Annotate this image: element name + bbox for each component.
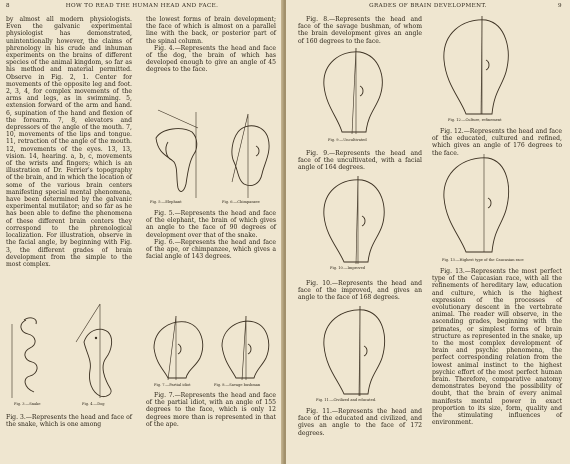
caption-fig9: Fig. 9.—Uncultivated — [328, 138, 367, 142]
right-column-1-lower — [298, 280, 422, 302]
right-column-1-top — [298, 16, 422, 45]
left-column-2-mid — [146, 210, 276, 260]
body-text: Fig. 8.—Represents the head and face of the savage bushman, of whom the brain development gives an angle of 160 degrees to the face. — [298, 16, 422, 45]
right-page — [286, 0, 570, 464]
caption-fig12: Fig. 12.—Culture, refinement — [448, 118, 502, 122]
head-profile-figure — [316, 304, 392, 398]
running-head-title: HOW TO READ THE HUMAN HEAD AND FACE. — [65, 3, 219, 9]
body-text: Fig. 10.—Represents the head and face of the improved, and gives an angle to the face of 168 degrees. — [298, 280, 422, 302]
body-text: Fig. 12.—Represents the head and face of the educated, cultured and refined, which gives an angle of 176 degrees to the face. — [432, 128, 562, 157]
body-text: Fig. 6.—Represents the head and face of the ape, or chimpanzee, which gives a facial angle of 143 degrees. — [146, 238, 276, 261]
caption-fig13: Fig. 13.—Highest type of the Caucasian race — [442, 258, 524, 262]
right-column-1-mid — [298, 150, 422, 172]
head-profile-figure — [212, 314, 278, 382]
elephant-figure — [148, 108, 210, 200]
body-text: by almost all modern physiologists. Even the galvanic experimental physiologist has demonstrated, unintentionally however, the claims of phrenology in his crude and inhuman experiments on the brains of different species of the animal kingdom, so far as his method and material permitted. Observe in Fig. 2, 1. Center for movements of the opposite leg and foot. 2, 3, 4, for complex movements of the arms and legs, as in swimming. 5, extension forward of the arm and hand. 6, supination of the hand and flexion of the forearm. 7, 8, elevators and depressors of the angle of the mouth. 7, 10, movements of the lips and tongue. 11, retraction of the angle of the mouth. 12, movements of the eyes. 13, 13, vision. 14, hearing. a, b, c, movements of the wrists and fingers; which is an illustration of Dr. Ferrier's topography of the brain, and in which the location of some of the various brain centers manifesting special mental phenomena, have been determined by the galvanic experimental mutilator; and so far as he has been able to define the phenomena of these different brain centers they correspond to the phrenological localization. For illustration, observe in the facial angle, by beginning with Fig. 3, the different grades of brain development from the simple to the most complex. — [6, 16, 132, 268]
head-profile-figure — [436, 152, 516, 256]
snake-figure — [8, 314, 68, 400]
body-text: Fig. 7.—Represents the head and face of the partial idiot, with an angle of 155 degrees to the face, which is only 12 degrees more than is represented in that of the ape. — [146, 392, 276, 428]
body-text: Fig. 3.—Represents the head and face of the snake, which is one among — [6, 414, 132, 429]
body-text: Fig. 5.—Represents the head and face of the elephant, the brain of which gives an angle to the face of 90 degrees of development over that of the snake. — [146, 210, 276, 239]
body-text: Fig. 13.—Represents the most perfect type of the Caucasian race, with all the refinements of hereditary law, education and culture, which is the highest expression of the processes of evolutionary descent in the vertebrate animal. The reader will observe, in the ascending grades, beginning with the primates, or simplest forms of brain structure as represented in the snake, up to the most complex development of brain and psychic phenomena, the perfect corresponding relation from the lowest animal instinct to the highest psychic effort of the most perfect human brain. Therefore, comparative anatomy demonstrates beyond the possibility of doubt, that the brain of every animal manifests mental power in exact proportion to its size, form, quality and the stimulating influences of environment. — [432, 268, 562, 427]
chimpanzee-figure — [214, 112, 276, 200]
head-profile-figure — [146, 314, 212, 382]
caption-fig3: Fig. 3.—Snake — [14, 402, 41, 406]
page-number: 8 — [6, 3, 10, 9]
head-profile-figure — [316, 174, 392, 266]
body-text: Fig. 4.—Represents the head and face of the dog, the brain of which has developed enough to give an angle of 45 degrees to the face. — [146, 44, 276, 74]
page-number: 9 — [558, 3, 562, 9]
caption-fig6: Fig. 6.—Chimpanzee — [222, 200, 260, 204]
left-column-2-top — [146, 16, 276, 74]
head-profile-figure — [316, 46, 392, 136]
caption-fig7: Fig. 7.—Partial idiot — [154, 383, 191, 387]
left-column-1-bottom — [6, 414, 132, 428]
caption-fig8: Fig. 8.—Savage bushman — [214, 383, 261, 387]
head-profile-figure — [436, 14, 516, 118]
body-text: Fig. 11.—Represents the head and face of the educated and civilized, and gives an angle to the face of 172 degrees. — [298, 408, 422, 437]
body-text: the lowest forms of brain development; the face of which is almost on a parallel line with the back, or posterior part of the spinal column. — [146, 16, 276, 45]
body-text: Fig. 9.—Represents the head and face of the uncultivated, with a facial angle of 164 degrees. — [298, 150, 422, 172]
running-head-left — [0, 3, 284, 15]
right-column-2-bottom — [432, 268, 562, 426]
caption-fig5: Fig. 5.—Elephant — [150, 200, 182, 204]
caption-fig10: Fig. 10.—Improved — [330, 266, 366, 270]
left-column-1 — [6, 16, 132, 268]
right-column-1-bottom — [298, 408, 422, 437]
dog-figure — [70, 302, 130, 400]
left-column-2-bottom — [146, 392, 276, 428]
caption-fig4: Fig. 4.—Dog — [82, 402, 105, 406]
left-page — [0, 0, 284, 464]
caption-fig11: Fig. 11.—Civilized and educated. — [316, 398, 377, 402]
running-head-right — [286, 3, 570, 15]
running-head-title: GRADES OF BRAIN DEVELOPMENT. — [369, 3, 487, 9]
